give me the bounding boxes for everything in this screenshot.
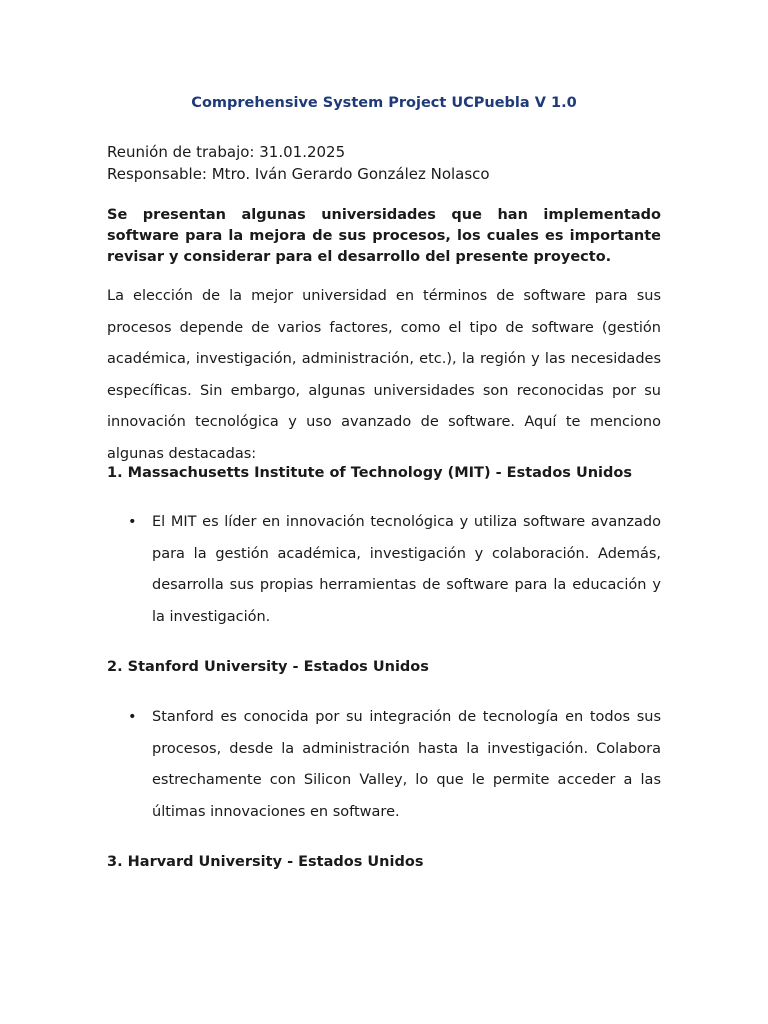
intro-paragraph: La elección de la mejor universidad en términos de software para sus procesos depende de varios factores, como el tipo de software (gestión académica, investigación, administración, etc.), la región y las necesidades específicas. Sin embargo, algunas universidades son reconocidas por su innovación tecnológica y uso avanzado de software. Aquí te menciono algunas destacadas:	[107, 288, 661, 462]
bullet-text-mit: El MIT es líder en innovación tecnológica y utiliza software avanzado para la gestión académica, investigación y colaboración. Además, desarrolla sus propias herramientas de software para la educación y la investigación.	[152, 514, 661, 625]
responsible-person: Responsable: Mtro. Iván Gerardo González Nolasco	[107, 165, 490, 183]
bullet-icon: •	[128, 514, 137, 530]
section-heading-mit: 1. Massachusetts Institute of Technology (MIT) - Estados Unidos	[107, 465, 632, 481]
meeting-date: Reunión de trabajo: 31.01.2025	[107, 143, 346, 161]
bullet-text-stanford: Stanford es conocida por su integración de tecnología en todos sus procesos, desde la administración hasta la investigación. Colabora estrechamente con Silicon Valley, lo que le permite acceder a las últimas innovaciones en software.	[152, 709, 661, 820]
section-heading-harvard: 3. Harvard University - Estados Unidos	[107, 854, 424, 870]
lead-paragraph: Se presentan algunas universidades que han implementado software para la mejora de sus procesos, los cuales es importante revisar y considerar para el desarrollo del presente proyecto.	[107, 207, 661, 265]
section-heading-stanford: 2. Stanford University - Estados Unidos	[107, 659, 429, 675]
bullet-icon: •	[128, 709, 137, 725]
document-title: Comprehensive System Project UCPuebla V 1.0	[191, 95, 577, 111]
